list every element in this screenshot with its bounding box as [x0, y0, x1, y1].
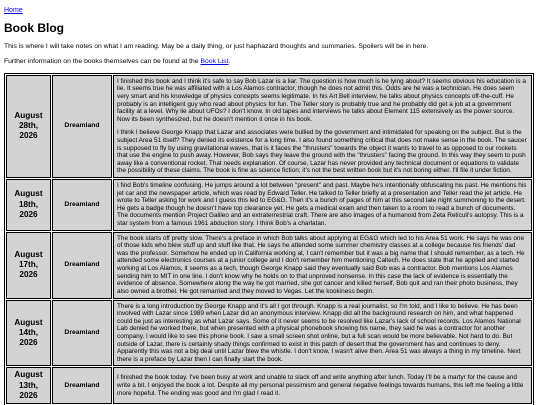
entry-paragraph: There is a long introduction by George Knapp and it's all I got through. Knapp is a real journalist, so I'm told, and I like to believe. He has been involved with Lazar since 1989 when Lazar did an anonymous interview. Knapp did all the background research on him, and what happened could be just as interesting as what Lazar says. Some of it never seems to be resolved like Lazar's lack of school records. Los Alamos National Lab denied he worked there, but when presented with a physical phonebook showing his name, they said he was a contractor for another company. I would like to see this phone book. I saw a small screen shot online, but a full scan would be more believable. Not hard to do. But outside of Lazar, there is certainly shady things confirmed to exist in this patch of desert that the government has and continues to deny. Apparently this was not a big deal until Lazar blew the whistle. I don't know, I wasn't alive then. Area 51 was always a thing in my timeline. Next there is a preface by Lazar then I can finally start the book. — [117, 302, 521, 363]
blog-table — [4, 73, 534, 405]
date-day: 18th, — [18, 199, 39, 209]
entry-date — [6, 232, 51, 299]
entry-book-title: Dreamland — [52, 179, 112, 231]
date-year: 2026 — [19, 338, 38, 348]
table-row — [6, 367, 532, 404]
entry-date — [6, 75, 51, 178]
entry-date — [6, 179, 51, 231]
table-row — [6, 179, 532, 231]
date-year: 2026 — [19, 270, 38, 280]
entry-paragraph: I finished this book and I think it's safe to say Bob Lazar is a liar. The question is how much is he lying about? It seems obvious his education is a lie. It seems true he was affiliated with a Los Alamos contractor, though he does not admit this. Odds are he was a technician. He does seem very smart and his knowledge of physics concepts seems legitimate. In his Art Bell interview, he talks about physics concepts off-the-cuff. He probably is an intelligent guy who read about physics for fun. The Teller story is probably true and he probably did get a job at a government facility at a level. Why lie about UFOs? I don't know. In old tapes and interviews he talks about Element 115 extensively as the power source. Now its been synthesized, but he doesn't mention it once in his book. — [117, 77, 526, 123]
entry-text — [113, 300, 532, 367]
entry-paragraph: I find Bob's timeline confusing. He jumps around a lot between "present" and past. Maybe he's intentionally obfuscating his past. He mentions his jet car and the newspaper article, which was read by Edward Teller. He talked to Teller briefly at a presentation and Teller read the jet article. He wrote to Teller asking for work and I guess this led to EG&G. Then it's a bunch of pages of him at this second late night summoning to the desert. He gets a badge though he doesn't have top clearance yet. He gets a medical exam and then taken to a room to read a bunch of documents. The documents mention Project Galileo and an extraterrestrial craft. There are also images of a humanoid from Zeta Reticuli's autopsy. This is a star system from a famous 1961 abduction story. I think Bob's a charlatan. — [117, 181, 527, 228]
table-row — [6, 300, 532, 367]
date-day: 14th, — [18, 327, 39, 337]
date-day: 13th, — [18, 380, 39, 390]
further-info-suffix: . — [228, 57, 231, 65]
date-year: 2026 — [19, 209, 38, 219]
entry-text — [113, 232, 532, 299]
entry-book-title: Dreamland — [52, 367, 112, 404]
entry-book-title: Dreamland — [52, 232, 112, 299]
date-month: August — [14, 249, 43, 259]
entry-date — [6, 300, 51, 367]
entry-text — [113, 367, 532, 404]
entry-paragraph: I finished the book today. I've been busy at work and unable to slack off and write anything after lunch. Today I'll be a martyr for the cause and write a bit. I enjoyed the book a lot. Despite all my personal pessimism and general negative feelings towards humans, this left me feeling a little more hopeful. The ending was good and I'm glad I read it. — [117, 374, 524, 397]
date-year: 2026 — [19, 131, 38, 141]
entry-date — [6, 367, 51, 404]
date-month: August — [14, 370, 43, 380]
entry-paragraph: The book starts off pretty slow. There's a preface in which Bob talks about applying at EG&G which led to his Area 51 work. He says he was one of those kids who blew stuff up and stuff like that. He says he attended some summer chemistry classes at a college because his friends' dad was the professor. Somehow he ended up in California working at, I can't remember but it was a big name that I should remember, as a tech. He attended some electronics courses at a junior college and I don't remember him mentioning Caltech. He does state that he applied and started working at Los Alamos, it seems as a tech, though George Knapp said they eventually said Bob was a contractor. Bob mentions Los Alamos sending him to MIT in one line. I don't know why he holds on to that unproved nonsense. In this case the lack of evidence is essentially the evidence of absence. Somewhere along the way he got married, she got cancer and killed herself, Bob quit and ran their photo business, they also owned a brothel. He got remarried and they moved to Vegas. Let the kookiness begin. — [117, 234, 525, 295]
intro-text: This is where I will take notes on what I am reading. May be a daily thing, or just haphazard thoughts and summaries. Spoilers will be in here. — [4, 42, 429, 50]
date-day: 28th, — [18, 121, 39, 131]
date-month: August — [14, 317, 43, 327]
page-title: Book Blog — [4, 21, 64, 36]
further-info-prefix: Further information on the books themselves can be found at the — [4, 57, 201, 65]
entry-paragraph: I think I believe George Knapp that Lazar and associates were bullied by the government and intimidated for speaking on the subject. But is the subject Area 51 itself? They denied its existence for a long time. I also found something critical that does not make sense in the book. The saucer is supposed to fly by using gravitational waves, that is it faces the "thrusters" towards the object it wants to travel to as opposed to our rockets that use the engine to push away. However, Bob says they leave the ground with the "thrusters" facing the ground. In this way they seem to push away like a conventional rocket. That needs explanation. Of course, Lazar has never provided any technical document or equations to validate the possibility of these claims. The book is fine as science fiction; it's not the best written book but it's not boring either. I'll file it under fiction. — [117, 129, 527, 175]
date-month: August — [14, 189, 43, 199]
table-row — [6, 232, 532, 299]
entry-text — [113, 179, 532, 231]
date-month: August — [14, 110, 43, 120]
book-list-link[interactable]: Book List — [200, 57, 229, 65]
entry-book-title: Dreamland — [52, 300, 112, 367]
home-link[interactable]: Home — [4, 7, 23, 14]
date-day: 17th, — [18, 259, 39, 269]
date-year: 2026 — [19, 390, 38, 400]
entry-book-title: Dreamland — [52, 75, 112, 178]
table-row — [6, 75, 532, 178]
further-info-text — [4, 58, 536, 66]
entry-text — [113, 75, 532, 178]
